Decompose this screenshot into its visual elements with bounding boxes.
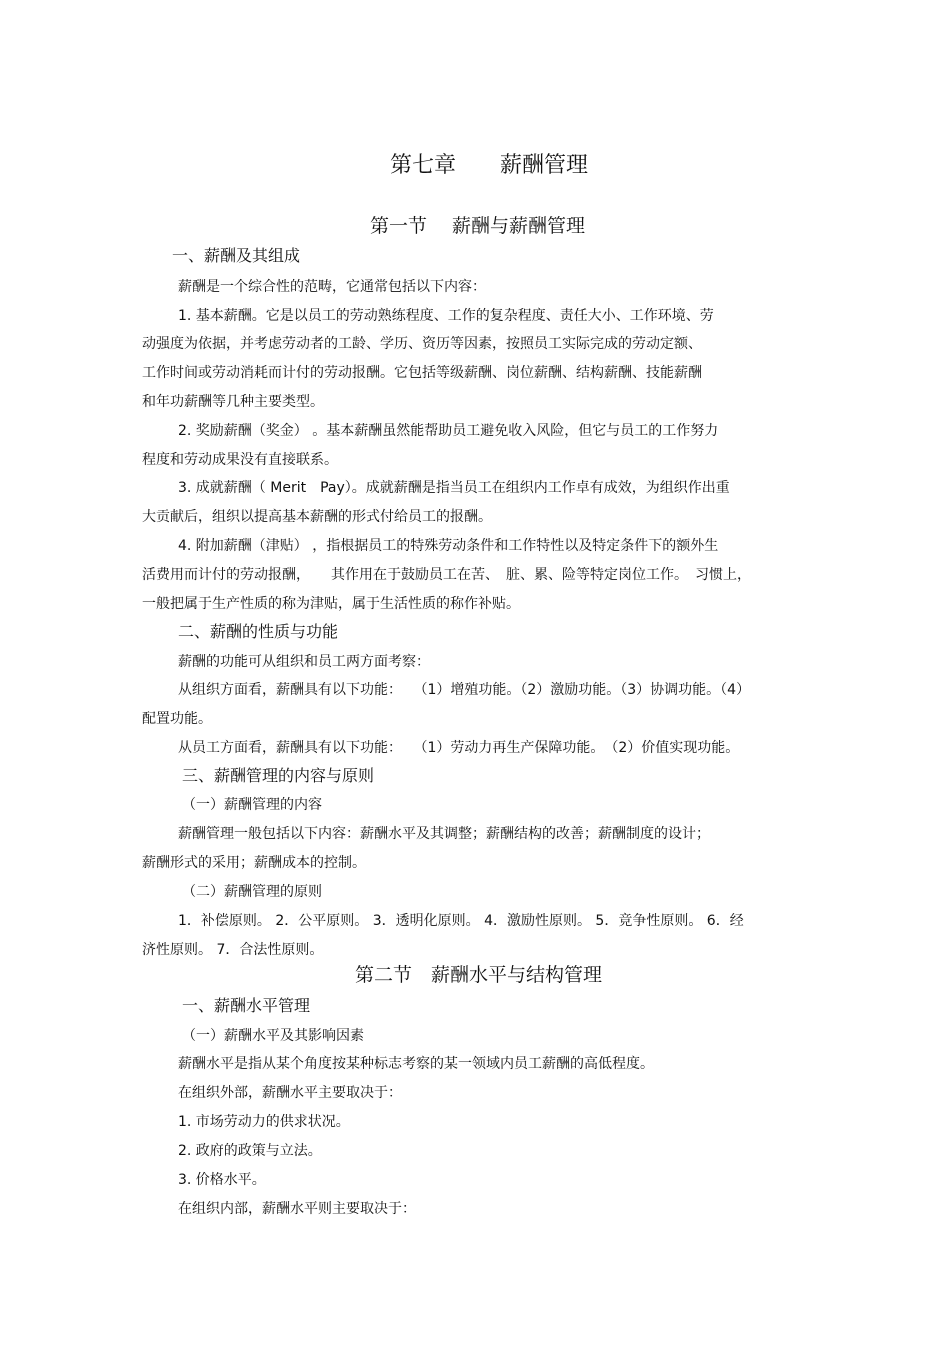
- heading-1-3: 三、薪酬管理的内容与原则: [182, 766, 375, 785]
- paragraph-functions: 薪酬的功能可从组织和员工两方面考察：: [178, 654, 430, 670]
- external-item-1: 1. 市场劳动力的供求状况。: [178, 1114, 350, 1130]
- heading-2-1: （一）薪酬管理的内容: [182, 797, 322, 813]
- heading-2-1-main: 一、薪酬水平管理: [182, 996, 311, 1015]
- external-item-3: 3. 价格水平。: [178, 1172, 266, 1188]
- item-1-line-4: 和年功薪酬等几种主要类型。: [142, 394, 324, 410]
- item-3-line-2: 大贡献后，组织以提高基本薪酬的形式付给员工的报酬。: [142, 509, 492, 525]
- item-2-line-1: 2. 奖励薪酬（奖金） 。基本薪酬虽然能帮助员工避免收入风险，但它与员工的工作努力: [178, 423, 719, 439]
- principles-line-1: 1．补偿原则。 2．公平原则。 3．透明化原则。 4．激励性原则。 5．竞争性原则。 6．经: [178, 913, 744, 929]
- paragraph-intro: 薪酬是一个综合性的范畴，它通常包括以下内容：: [178, 279, 486, 295]
- org-functions-line-1: 从组织方面看，薪酬具有以下功能： （1）增殖功能。（2）激励功能。（3）协调功能。（4）: [178, 682, 751, 698]
- section-title-2: 第二节 薪酬水平与结构管理: [355, 964, 603, 986]
- item-4-line-2: 活费用而计付的劳动报酬， 其作用在于鼓励员工在苦、 脏、累、险等特定岗位工作。 习惯上，: [142, 567, 751, 583]
- heading-2-1-sub: （一）薪酬水平及其影响因素: [182, 1028, 364, 1044]
- chapter-title: 第七章 薪酬管理: [390, 153, 589, 178]
- content-line-2: 薪酬形式的采用；薪酬成本的控制。: [142, 855, 366, 871]
- paragraph-internal: 在组织内部，薪酬水平则主要取决于：: [178, 1201, 416, 1217]
- section-title-1: 第一节 薪酬与薪酬管理: [370, 215, 586, 237]
- item-1-line-2: 动强度为依据，并考虑劳动者的工龄、学历、资历等因素，按照员工实际完成的劳动定额、: [142, 336, 702, 352]
- external-item-2: 2. 政府的政策与立法。: [178, 1143, 322, 1159]
- heading-1-1: 一、薪酬及其组成: [172, 246, 301, 265]
- item-1-line-3: 工作时间或劳动消耗而计付的劳动报酬。它包括等级薪酬、岗位薪酬、结构薪酬、技能薪酬: [142, 365, 702, 381]
- item-4-line-1: 4. 附加薪酬（津贴） ，指根据员工的特殊劳动条件和工作特性以及特定条件下的额外生: [178, 538, 719, 554]
- item-4-line-3: 一般把属于生产性质的称为津贴，属于生活性质的称作补贴。: [142, 596, 520, 612]
- paragraph-external: 在组织外部，薪酬水平主要取决于：: [178, 1085, 402, 1101]
- item-2-line-2: 程度和劳动成果没有直接联系。: [142, 452, 338, 468]
- item-1-line-1: 1. 基本薪酬。它是以员工的劳动熟练程度、工作的复杂程度、责任大小、工作环境、劳: [178, 308, 714, 324]
- content-line-1: 薪酬管理一般包括以下内容：薪酬水平及其调整；薪酬结构的改善；薪酬制度的设计；: [178, 826, 710, 842]
- principles-line-2: 济性原则。 7．合法性原则。: [142, 942, 324, 958]
- org-functions-line-2: 配置功能。: [142, 711, 212, 727]
- emp-functions: 从员工方面看，薪酬具有以下功能： （1）劳动力再生产保障功能。 （2）价值实现功能。: [178, 740, 740, 756]
- heading-2-2: （二）薪酬管理的原则: [182, 884, 322, 900]
- item-3-line-1: 3. 成就薪酬（ Merit Pay）。成就薪酬是指当员工在组织内工作卓有成效，为组织作出重: [178, 480, 730, 496]
- paragraph-definition: 薪酬水平是指从某个角度按某种标志考察的某一领域内员工薪酬的高低程度。: [178, 1056, 654, 1072]
- heading-1-2: 二、薪酬的性质与功能: [178, 622, 339, 641]
